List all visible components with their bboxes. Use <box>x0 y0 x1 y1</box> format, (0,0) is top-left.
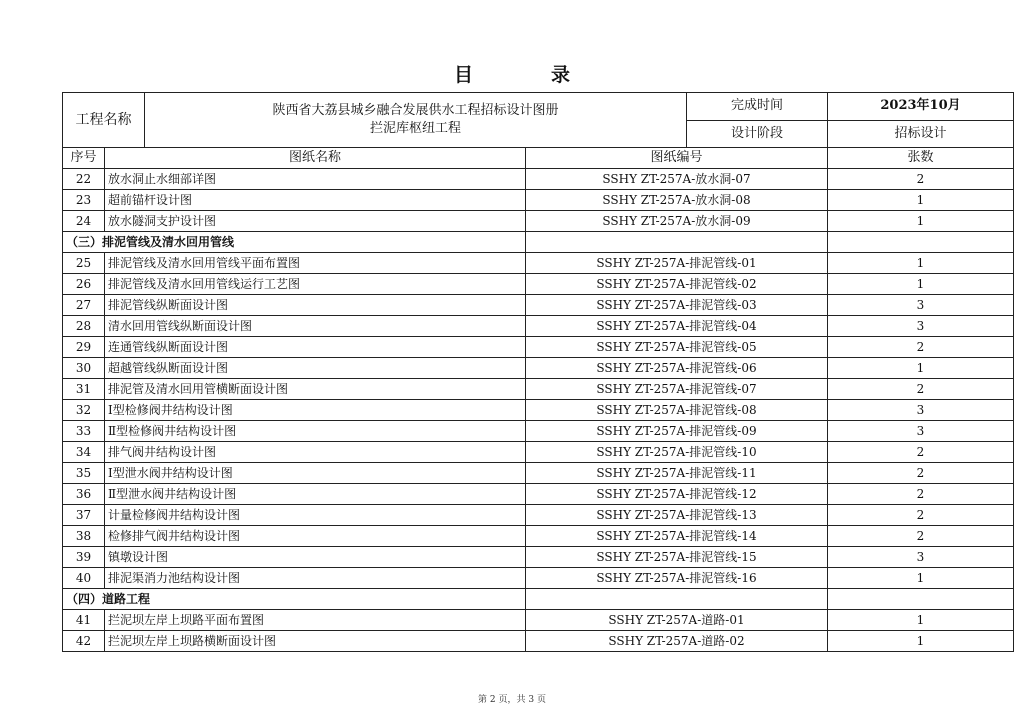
drawing-code: SSHY ZT-257A-道路-01 <box>526 610 828 631</box>
table-row <box>63 190 1014 211</box>
column-header-code: 图纸编号 <box>526 148 828 169</box>
page-title-char-2: 录 <box>551 64 571 86</box>
drawing-name: 排泥管线纵断面设计图 <box>105 295 526 316</box>
drawing-name: 检修排气阀井结构设计图 <box>105 526 526 547</box>
table-row <box>63 610 1014 631</box>
section-qty-empty <box>828 232 1014 253</box>
drawing-name: 超越管线纵断面设计图 <box>105 358 526 379</box>
drawing-index-table <box>62 92 1014 652</box>
table-row <box>63 337 1014 358</box>
drawing-name: 超前锚杆设计图 <box>105 190 526 211</box>
page-title <box>0 60 1024 87</box>
sheet-count: 1 <box>828 211 1014 232</box>
drawing-code: SSHY ZT-257A-排泥管线-03 <box>526 295 828 316</box>
row-number: 30 <box>63 358 105 379</box>
drawing-code: SSHY ZT-257A-放水洞-07 <box>526 169 828 190</box>
drawing-name: Ⅱ型检修阀井结构设计图 <box>105 421 526 442</box>
sheet-count: 1 <box>828 190 1014 211</box>
sheet-count: 1 <box>828 274 1014 295</box>
row-number: 28 <box>63 316 105 337</box>
sheet-count: 2 <box>828 484 1014 505</box>
drawing-code: SSHY ZT-257A-排泥管线-13 <box>526 505 828 526</box>
design-stage-value: 招标设计 <box>828 120 1014 148</box>
drawing-code: SSHY ZT-257A-排泥管线-07 <box>526 379 828 400</box>
row-number: 31 <box>63 379 105 400</box>
row-number: 33 <box>63 421 105 442</box>
sheet-count: 1 <box>828 610 1014 631</box>
drawing-name: 放水洞止水细部详图 <box>105 169 526 190</box>
drawing-name: Ⅱ型泄水阀井结构设计图 <box>105 484 526 505</box>
sheet-count: 3 <box>828 400 1014 421</box>
drawing-code: SSHY ZT-257A-排泥管线-11 <box>526 463 828 484</box>
drawing-name: 镇墩设计图 <box>105 547 526 568</box>
drawing-code: SSHY ZT-257A-排泥管线-14 <box>526 526 828 547</box>
column-header-no: 序号 <box>63 148 105 169</box>
drawing-name: 排泥管及清水回用管横断面设计图 <box>105 379 526 400</box>
sheet-count: 2 <box>828 379 1014 400</box>
drawing-code: SSHY ZT-257A-排泥管线-02 <box>526 274 828 295</box>
sheet-count: 2 <box>828 526 1014 547</box>
project-title-cell <box>145 93 687 148</box>
table-row <box>63 463 1014 484</box>
row-number: 23 <box>63 190 105 211</box>
row-number: 38 <box>63 526 105 547</box>
completion-time-value: 2023年10月 <box>828 93 1014 121</box>
drawing-name: 拦泥坝左岸上坝路横断面设计图 <box>105 631 526 652</box>
sheet-count: 2 <box>828 463 1014 484</box>
section-title: （三）排泥管线及清水回用管线 <box>63 232 526 253</box>
table-row <box>63 421 1014 442</box>
sheet-count: 1 <box>828 253 1014 274</box>
row-number: 39 <box>63 547 105 568</box>
drawing-name: Ⅰ型检修阀井结构设计图 <box>105 400 526 421</box>
row-number: 37 <box>63 505 105 526</box>
sheet-count: 2 <box>828 169 1014 190</box>
table-row <box>63 211 1014 232</box>
column-header-name: 图纸名称 <box>105 148 526 169</box>
row-number: 34 <box>63 442 105 463</box>
sheet-count: 3 <box>828 295 1014 316</box>
row-number: 32 <box>63 400 105 421</box>
table-row <box>63 547 1014 568</box>
drawing-code: SSHY ZT-257A-放水洞-08 <box>526 190 828 211</box>
table-row <box>63 295 1014 316</box>
completion-time-label: 完成时间 <box>687 93 828 121</box>
drawing-name: 排泥管线及清水回用管线运行工艺图 <box>105 274 526 295</box>
drawing-name: 放水隧洞支护设计图 <box>105 211 526 232</box>
sheet-count: 2 <box>828 442 1014 463</box>
drawing-code: SSHY ZT-257A-放水洞-09 <box>526 211 828 232</box>
table-row <box>63 400 1014 421</box>
sheet-count: 2 <box>828 337 1014 358</box>
column-header-qty: 张数 <box>828 148 1014 169</box>
drawing-code: SSHY ZT-257A-排泥管线-09 <box>526 421 828 442</box>
drawing-code: SSHY ZT-257A-排泥管线-05 <box>526 337 828 358</box>
drawing-name: 清水回用管线纵断面设计图 <box>105 316 526 337</box>
row-number: 22 <box>63 169 105 190</box>
drawing-code: SSHY ZT-257A-排泥管线-15 <box>526 547 828 568</box>
table-row <box>63 169 1014 190</box>
row-number: 36 <box>63 484 105 505</box>
row-number: 40 <box>63 568 105 589</box>
table-row <box>63 526 1014 547</box>
row-number: 26 <box>63 274 105 295</box>
section-qty-empty <box>828 589 1014 610</box>
drawing-code: SSHY ZT-257A-排泥管线-06 <box>526 358 828 379</box>
section-code-empty <box>526 232 828 253</box>
table-row <box>63 316 1014 337</box>
design-stage-label: 设计阶段 <box>687 120 828 148</box>
table-row <box>63 505 1014 526</box>
drawing-name: 排气阀井结构设计图 <box>105 442 526 463</box>
sheet-count: 3 <box>828 547 1014 568</box>
project-title-line-1: 陕西省大荔县城乡融合发展供水工程招标设计图册 <box>272 103 559 118</box>
sheet-count: 1 <box>828 631 1014 652</box>
drawing-name: Ⅰ型泄水阀井结构设计图 <box>105 463 526 484</box>
row-number: 42 <box>63 631 105 652</box>
sheet-count: 1 <box>828 358 1014 379</box>
table-row <box>63 358 1014 379</box>
drawing-code: SSHY ZT-257A-排泥管线-10 <box>526 442 828 463</box>
row-number: 41 <box>63 610 105 631</box>
page-title-char-1: 目 <box>453 64 473 86</box>
drawing-name: 排泥渠消力池结构设计图 <box>105 568 526 589</box>
table-row <box>63 631 1014 652</box>
section-code-empty <box>526 589 828 610</box>
project-title-line-2: 拦泥库枢纽工程 <box>369 121 461 136</box>
page-footer: 第 2 页，共 3 页 <box>478 695 546 705</box>
table-row <box>63 442 1014 463</box>
row-number: 24 <box>63 211 105 232</box>
drawing-code: SSHY ZT-257A-排泥管线-08 <box>526 400 828 421</box>
drawing-name: 计量检修阀井结构设计图 <box>105 505 526 526</box>
section-row <box>63 589 1014 610</box>
table-row <box>63 379 1014 400</box>
drawing-name: 排泥管线及清水回用管线平面布置图 <box>105 253 526 274</box>
section-row <box>63 232 1014 253</box>
section-title: （四）道路工程 <box>63 589 526 610</box>
drawing-name: 拦泥坝左岸上坝路平面布置图 <box>105 610 526 631</box>
sheet-count: 1 <box>828 568 1014 589</box>
row-number: 27 <box>63 295 105 316</box>
table-row <box>63 253 1014 274</box>
sheet-count: 3 <box>828 316 1014 337</box>
drawing-code: SSHY ZT-257A-道路-02 <box>526 631 828 652</box>
row-number: 25 <box>63 253 105 274</box>
sheet-count: 2 <box>828 505 1014 526</box>
table-row <box>63 484 1014 505</box>
drawing-code: SSHY ZT-257A-排泥管线-01 <box>526 253 828 274</box>
project-name-label: 工程名称 <box>63 93 145 148</box>
drawing-code: SSHY ZT-257A-排泥管线-04 <box>526 316 828 337</box>
row-number: 35 <box>63 463 105 484</box>
table-row <box>63 274 1014 295</box>
row-number: 29 <box>63 337 105 358</box>
drawing-code: SSHY ZT-257A-排泥管线-12 <box>526 484 828 505</box>
drawing-code: SSHY ZT-257A-排泥管线-16 <box>526 568 828 589</box>
sheet-count: 3 <box>828 421 1014 442</box>
drawing-name: 连通管线纵断面设计图 <box>105 337 526 358</box>
table-row <box>63 568 1014 589</box>
